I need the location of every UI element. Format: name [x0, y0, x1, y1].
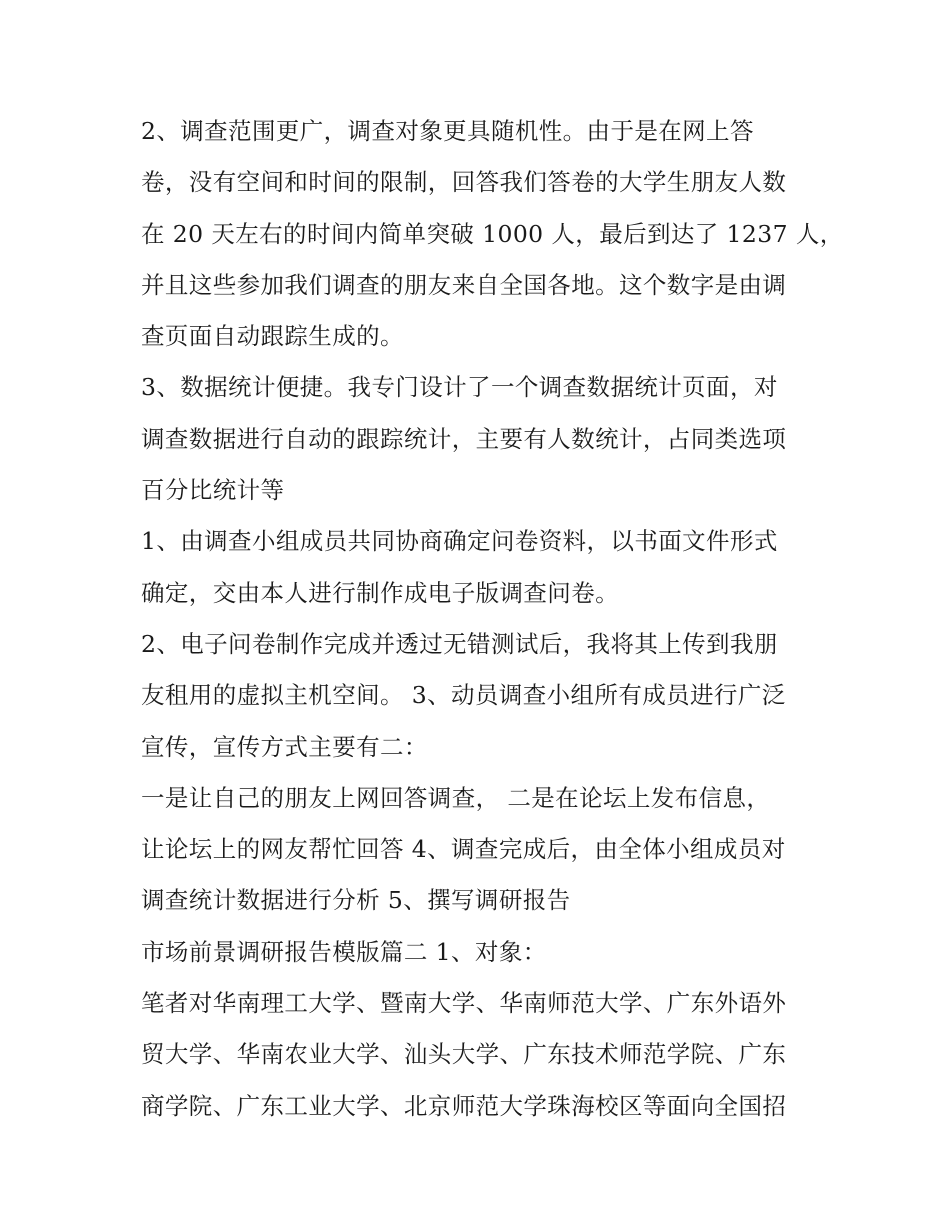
text-line: 2、调查范围更广，调查对象更具随机性。由于是在网上答 — [141, 117, 754, 145]
document-body — [141, 106, 844, 1132]
text-line: 贸大学、华南农业大学、汕头大学、广东技术师范学院、广东 — [141, 1040, 787, 1069]
text-line: 百分比统计等 — [141, 476, 285, 505]
text-line: 并且这些参加我们调查的朋友来自全国各地。这个数字是由调 — [141, 270, 787, 299]
text-line: 在 20 天左右的时间内简单突破 1000 人，最后到达了 1237 人， — [141, 219, 844, 248]
text-line: 一是让自己的朋友上网回答调查， 二是在论坛上发布信息， — [141, 783, 771, 812]
text-line: 友租用的虚拟主机空间。 3、动员调查小组所有成员进行广泛 — [141, 681, 786, 710]
text-line: 卷，没有空间和时间的限制，回答我们答卷的大学生朋友人数 — [141, 168, 787, 197]
text-line: 确定，交由本人进行制作成电子版调查问卷。 — [141, 578, 619, 607]
text-line: 调查统计数据进行分析 5、撰写调研报告 — [141, 886, 571, 915]
text-line: 笔者对华南理工大学、暨南大学、华南师范大学、广东外语外 — [141, 989, 787, 1018]
text-line: 查页面自动跟踪生成的。 — [141, 322, 404, 351]
text-line: 2、电子问卷制作完成并透过无错测试后，我将其上传到我朋 — [141, 629, 778, 658]
text-line: 1、由调查小组成员共同协商确定问卷资料，以书面文件形式 — [141, 527, 778, 556]
text-line: 3、数据统计便捷。我专门设计了一个调查数据统计页面，对 — [141, 373, 778, 402]
text-line: 让论坛上的网友帮忙回答 4、调查完成后，由全体小组成员对 — [141, 835, 786, 864]
text-line: 调查数据进行自动的跟踪统计，主要有人数统计，占同类选项 — [141, 424, 787, 453]
text-line: 宣传，宣传方式主要有二： — [141, 732, 428, 761]
text-line: 商学院、广东工业大学、北京师范大学珠海校区等面向全国招 — [141, 1091, 787, 1120]
text-line: 市场前景调研报告模版篇二 1、对象： — [141, 937, 547, 966]
